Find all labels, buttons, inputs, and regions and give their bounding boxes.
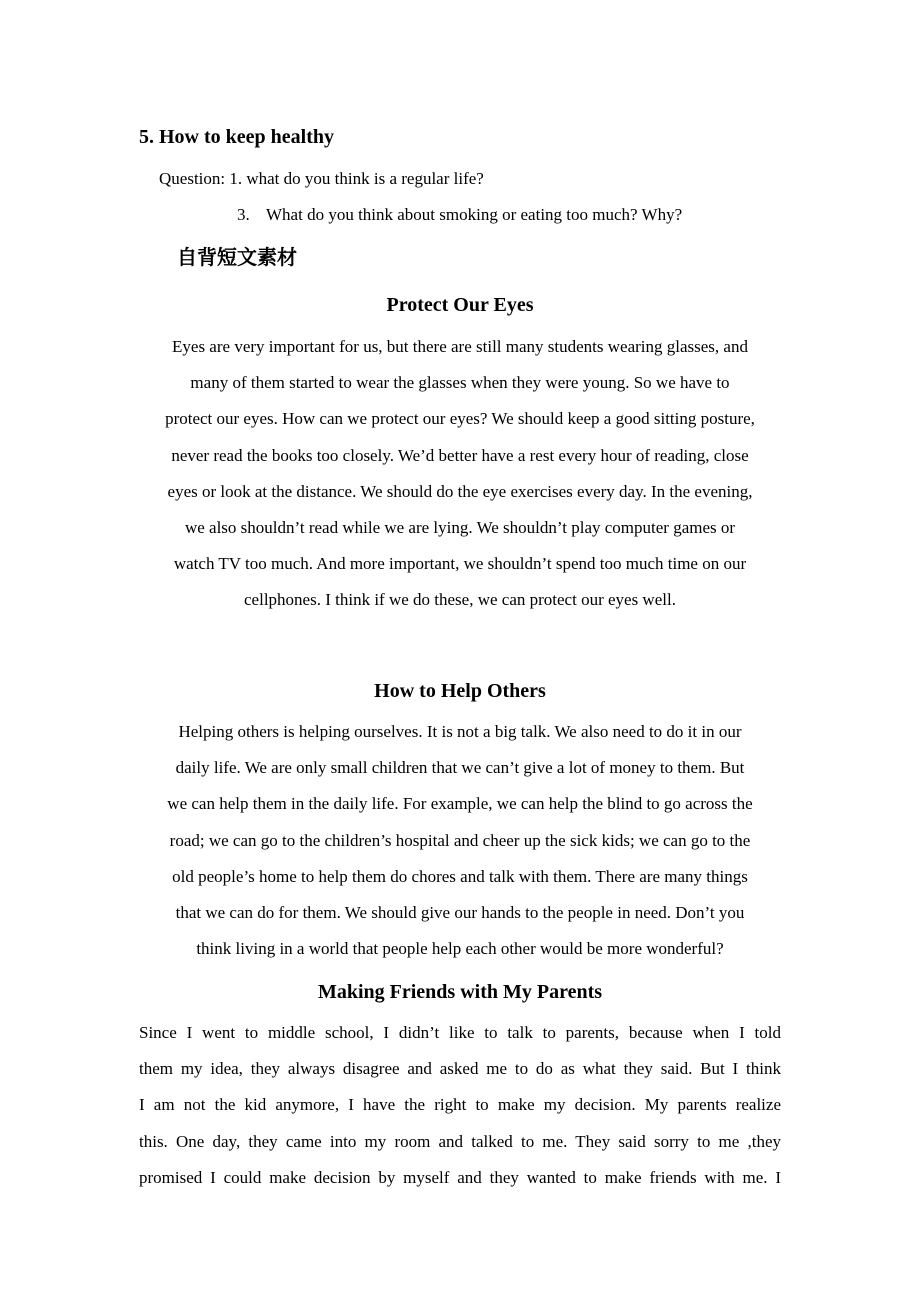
essay-body-making-friends (139, 1015, 781, 1196)
essay-line: Since I went to middle school, I didn’t like to talk to parents, because when I told (139, 1023, 781, 1042)
essay-line: we can help them in the daily life. For example, we can help the blind to go across the (167, 794, 753, 814)
section-heading: 5. How to keep healthy (139, 126, 334, 148)
essay-line: this. One day, they came into my room and talked to me. They said sorry to me ,they (139, 1131, 781, 1151)
essay-line: daily life. We are only small children that we can’t give a lot of money to them. But (175, 758, 745, 778)
essay-line: promised I could make decision by myself and they wanted to make friends with me. I (139, 1167, 781, 1187)
essay-line: watch TV too much. And more important, we shouldn’t spend too much time on our (173, 554, 747, 574)
essay-line: protect our eyes. How can we protect our eyes? We should keep a good sitting posture, (165, 409, 755, 429)
essay-line: think living in a world that people help each other would be more wonderful? (196, 939, 724, 959)
essay-line: eyes or look at the distance. We should do the eye exercises every day. In the evening, (167, 481, 753, 501)
essay-line: road; we can go to the children’s hospital and cheer up the sick kids; we can go to the (169, 830, 751, 850)
essay-title-making-friends: Making Friends with My Parents (317, 981, 603, 1003)
question-1: Question: 1. what do you think is a regular life? (159, 169, 484, 188)
essay-title-how-to-help-others: How to Help Others (374, 680, 546, 702)
question-3-text: What do you think about smoking or eating too much? Why? (266, 205, 683, 224)
chinese-heading: 自背短文素材 (177, 245, 297, 269)
essay-body-protect-our-eyes (139, 329, 781, 619)
essay-body-how-to-help-others (139, 714, 781, 967)
essay-line: Helping others is helping ourselves. It is not a big talk. We also need to do it in our (178, 722, 742, 741)
essay-line: Eyes are very important for us, but there are still many students wearing glasses, and (172, 337, 748, 356)
essay-title-protect-our-eyes: Protect Our Eyes (386, 294, 534, 316)
essay-line: old people’s home to help them do chores and talk with them. There are many things (172, 866, 748, 886)
essay-line: we also shouldn’t read while we are lying. We shouldn’t play computer games or (184, 518, 736, 538)
essay-line: never read the books too closely. We’d better have a rest every hour of reading, close (171, 445, 749, 465)
essay-line: that we can do for them. We should give our hands to the people in need. Don’t you (175, 903, 745, 923)
question-3 (237, 203, 682, 227)
essay-line: I am not the kid anymore, I have the right to make my decision. My parents realize (139, 1095, 781, 1115)
question-3-number: 3. (237, 205, 250, 224)
essay-line: many of them started to wear the glasses when they were young. So we have to (190, 373, 730, 393)
essay-line: them my idea, they always disagree and asked me to do as what they said. But I think (139, 1059, 781, 1079)
essay-line: cellphones. I think if we do these, we can protect our eyes well. (244, 590, 676, 610)
